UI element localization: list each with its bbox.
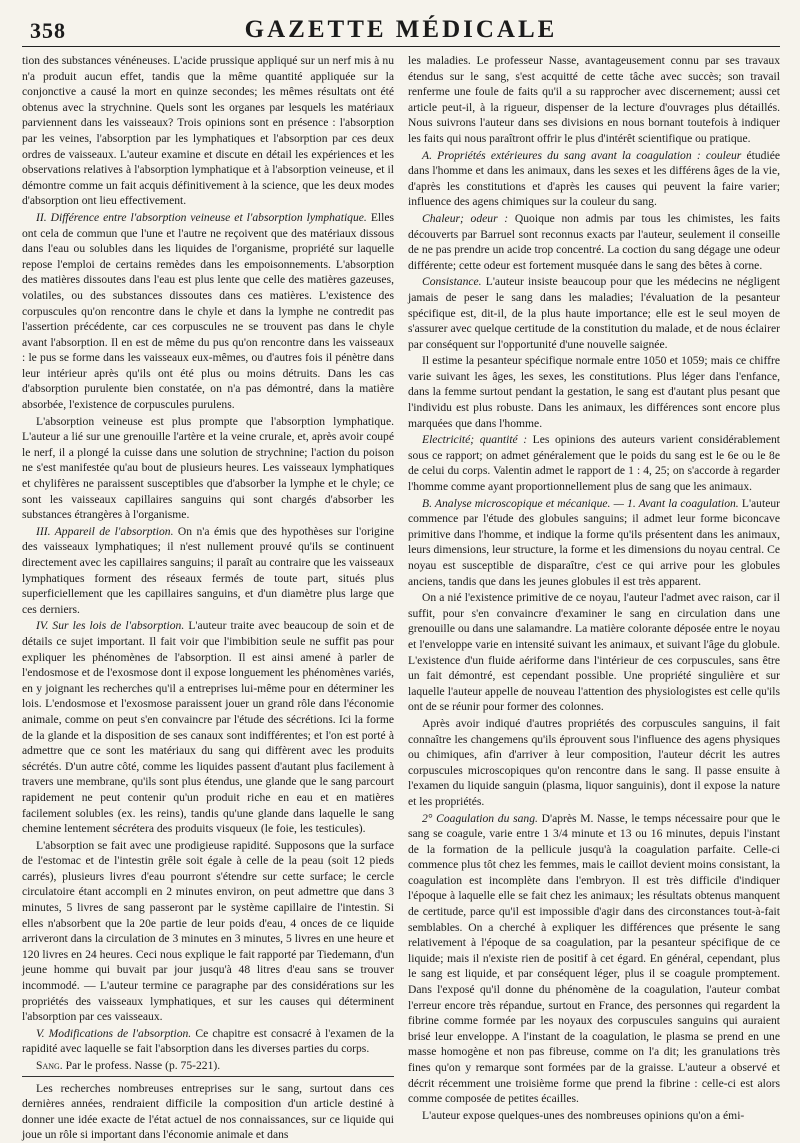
page-header (22, 14, 780, 47)
paragraph: On a nié l'existence primitive de ce noyau, l'auteur l'admet avec raison, car il suffit, pour s'en convaincre d'examiner le sang en circulation dans une grenouille ou dans une salamandre. La matière colorante déposée entre le noyau et l'enveloppe varie en intensité suivant les animaux, et suivant l'âge du globule. L'existence d'un fluide aériforme dans l'intérieur de ces corpuscules, sans être un fait démontré, est cependant possible. Une propriété singulière et sur laquelle l'auteur appelle de nouveau l'attention des physiologistes est celle qu'ils ont de se réunir pour former des colonnes. (408, 591, 780, 714)
paragraph-text: L'auteur insiste beaucoup pour que les médecins ne négligent jamais de peser le sang dans les maladies; l'évaluation de la pesanteur spécifique est, dit-il, de la plus haute importance; elle est le seul moyen de s'assurer avec quelque certitude de la constitution du malade, et de nous éclairer par conséquent sur l'opportunité d'une nouvelle saignée. (408, 275, 780, 351)
paragraph (408, 274, 780, 352)
paragraph-text: Elles ont cela de commun que l'une et l'autre ne reçoivent que des matériaux dissous dans l'eau ou solubles dans les liquides de l'organisme, propriété sur laquelle repose l'emploi de certains remèdes dans les empoisonnements. L'absorption des matières dissoutes dans l'eau est plus lente que celle des matières gazeuses, volatiles, ou des substances dissoutes dans ces matières. L'existence des corpuscules qu'on rencontre dans le chyle et dans la lymphe ne contredit pas l'assertion précédente, car ces corpuscules ne se trouvent pas dans le chyle avant l'absorption. Il en est de même du pus qu'on rencontre dans les vaisseaux : le pus se forme dans les vaisseaux eux-mêmes, ou d'autres fois il pénètre dans leur intérieur après qu'ils ont été plus ou moins détruits. Dans les cas d'absorption purulente bien constatée, on n'a pas démontré, dans la matière absorbée, l'existence de corpuscules purulens. (22, 210, 394, 412)
paragraph-text: On n'a émis que des hypothèses sur l'origine des vaisseaux lymphatiques; il n'est nullement prouvé qu'ils se continuent directement avec les capillaires sanguins; il paraît au contraire que les vaisseaux lymphatiques forment des réseaux fermés de toute part, situés plus superficiellement que les capillaires sanguins, et d'un diamètre plus large que ces derniers. (22, 524, 395, 616)
paragraph (22, 1058, 394, 1074)
paragraph: les maladies. Le professeur Nasse, avantageusement connu par ses travaux étendus sur le sang, s'est acquitté de cette tâche avec succès; son travail renferme une foule de faits qu'il a su rapprocher avec discernement; aussi cet article peut-il, à la rigueur, dispenser de la lecture d'ouvrages plus détaillés. Nous suivrons l'auteur dans ses divisions en nous bornant toutefois à indiquer les faits qui nous paraîtront offrir le plus d'intérêt scientifique ou pratique. (408, 54, 780, 145)
article-heading: Sang. (36, 1059, 63, 1072)
paragraph (22, 524, 394, 618)
paragraph (408, 148, 780, 210)
section-heading: B. Analyse microscopique et mécanique. — 1. Avant la coagulation. (422, 496, 739, 510)
divider (22, 1076, 394, 1077)
paragraph-text: Ce chapitre est consacré à l'examen de la rapidité avec laquelle se fait l'absorption dans les diverses parties du corps. (22, 1026, 394, 1056)
section-heading: II. Différence entre l'absorption veineuse et l'absorption lymphatique. (36, 210, 367, 224)
left-column (22, 53, 395, 1142)
text-columns (22, 53, 780, 1142)
paragraph: tion des substances vénéneuses. L'acide prussique appliqué sur un nerf mis à nu n'a produit aucun effet, tandis que la même quantité appliquée sur la conjonctive a causé la mort en quinze secondes; les mêmes résultats ont été obtenus avec la strychnine. Quels sont les organes par lesquels les matériaux parviennent dans les vaisseaux? Trois opinions sont en présence : l'absorption par les veines, l'absorption par les lymphatiques et l'absorption par ces deux ordres de vaisseaux. L'auteur examine et discute en détail les expériences et les observations relatives à l'absorption lymphatique et à l'absorption veineuse, et il démontre comme un fait acquis définitivement à la science, que les deux modes d'absorption ont lieu effectivement. (22, 54, 394, 208)
section-heading: A. Propriétés extérieures du sang avant la coagulation : couleur (422, 148, 742, 162)
paragraph-text: L'auteur traite avec beaucoup de soin et de détails ce sujet important. Il fait voir que l'imbibition seule ne suffit pas pour expliquer les phénomènes de l'absorption. Il est ainsi amené à parler de l'endosmose et de l'exosmose dont il expose longuement les phénomènes variés, en y joignant les recherches qu'il a entreprises lui-même pour en déterminer les lois. L'endosmose et l'exosmose paraissent jouer un grand rôle dans l'économie animale, comme on peut s'en convaincre par l'étude des sécrétions. Ici la forme de la glande et la disposition de ses canaux sont indifférentes; et l'on est porté à admettre que ce sont les matériaux du sang qui diffèrent avec les produits sécrétés. D'un autre côté, comme les liquides passent d'autant plus facilement à travers une membrane, qu'ils sont plus étendus, une glande que le sang parcourt rapidement ne peut contenir qu'un produit riche en eau et en matières facilement solubles (ex. les reins), tandis qu'une glande dans laquelle le sang chemine lentement sécrétera des produits visqueux (le foie, les testicules). (22, 619, 394, 836)
paragraph-text: Quoique non admis par tous les chimistes, les faits découverts par Barruel sont reconnus exacts par l'auteur, seulement il conseille de ne pas prendre un acide trop concentré. La coction du sang dégage une odeur différente; cette odeur est fortement musquée dans le sang des bêtes à corne. (408, 211, 780, 272)
paragraph (22, 1026, 394, 1057)
section-heading: Chaleur; odeur : (422, 211, 509, 225)
section-heading: Electricité; quantité : (422, 433, 528, 447)
paragraph: Il estime la pesanteur spécifique normale entre 1050 et 1059; mais ce chiffre varie suivant les âges, les sexes, les constitutions. Plus léger dans l'enfance, dans la femme surtout pendant la gestation, le sang est d'autant plus pesant que l'individu est plus robuste. Dans les animaux, les différences sont encore plus marquées que dans l'homme. (408, 354, 780, 430)
paragraph: L'absorption veineuse est plus prompte que l'absorption lymphatique. L'auteur a lié sur une grenouille l'artère et la veine crurale, et, après avoir coupé le nerf, il a plongé la cuisse dans une solution de strychnine; l'action du poison ne s'est manifestée qu'au bout de plusieurs heures. Les vaisseaux lymphatiques et chylifères ne paraissent susceptibles que d'absorber la lymphe et le chyle; ce sont les vaisseaux capillaires sanguins qui sont chargés d'absorber les substances étrangères à l'organisme. (22, 414, 394, 522)
paragraph (408, 432, 780, 494)
paragraph-text: L'auteur commence par l'étude des globules sanguins; il admet leur forme biconcave primitive dans l'homme, et indique la forme qu'ils présentent dans les animaux, leurs dimensions, leur structure, la forme et les dimensions du noyau central. Ce noyau est susceptible de disparaître, c'est ce qui arrive pour les globules anciens, tandis que dans les jeunes globules il est très apparent. (408, 496, 780, 588)
paragraph (22, 210, 394, 413)
paragraph (408, 496, 780, 590)
paragraph (22, 618, 394, 836)
paragraph-text: Les opinions des auteurs varient considérablement sous ce rapport; on admet généralement que le poids du sang est le 6e ou le 8e de celui du corps. Valentin admet le rapport de 1 : 4, 25; on s'accorde à regarder l'homme comme ayant proportionnellement plus de sang que les animaux. (408, 433, 780, 494)
paragraph (408, 811, 780, 1107)
paragraph: Les recherches nombreuses entreprises sur le sang, surtout dans ces dernières années, rendraient difficile la composition d'un article destiné à donner une idée exacte de l'état actuel de nos connaissances, sur ce liquide qui joue un rôle si important dans l'économie animale et dans (22, 1081, 394, 1142)
section-heading: IV. Sur les lois de l'absorption. (36, 619, 185, 633)
paragraph: Après avoir indiqué d'autres propriétés des corpuscules sanguins, il fait connaître les changemens qu'ils éprouvent sous l'influence des agens physiques ou chimiques, afin d'arriver à leur composition, l'auteur décrit les autres corpuscules microscopiques qu'on rencontre dans le sang. Il passe ensuite à l'examen du liquide sanguin (plasma, liquor sanguinis), dont il expose la nature et les propriétés. (408, 716, 780, 808)
article-byline: Par le profess. Nasse (p. 75-221). (65, 1059, 221, 1072)
paragraph: L'absorption se fait avec une prodigieuse rapidité. Supposons que la surface de l'estomac et de l'intestin grêle soit égale à celle de la peau (soit 12 pieds carrés), plusieurs livres d'eau pourront s'étendre sur cette surface; le cercle circulatoire étant accompli en 2 minutes environ, on peut admettre que dans 3 minutes, 5 livres de sang passeront par le système capillaire de l'intestin. Si elles n'absorbent que la 20e partie de leur poids d'eau, 4 onces de ce liquide arriveront dans la circulation de 3 minutes en 3 minutes, 5 livres en une heure et 120 livres en 24 heures. Ceci nous explique le fait rapporté par Tiedemann, d'un jeune homme qui buvait par jour jusqu'à 48 litres d'eau sans se trouver incommodé. — L'auteur termine ce paragraphe par des considérations sur les propriétés des vaisseaux lymphatiques, et sur les causes qui déterminent l'absorption par ces vaisseaux. (22, 838, 394, 1024)
section-heading: V. Modifications de l'absorption. (36, 1026, 192, 1040)
paragraph: L'auteur expose quelques-unes des nombreuses opinions qu'on a émi- (422, 1108, 745, 1122)
section-heading: 2° Coagulation du sang. (422, 811, 538, 825)
paragraph (408, 211, 780, 273)
page-number: 358 (30, 18, 66, 43)
paragraph-text: étudiée dans l'homme et dans les animaux, dans les sexes et les différens âges de la vie, d'après les constitutions et d'après les causes qui peuvent la faire varier; influence des agens chimiques sur la couleur du sang. (408, 148, 780, 209)
section-heading: Consistance. (422, 275, 482, 289)
publication-title: GAZETTE MÉDICALE (244, 16, 558, 43)
right-column (408, 53, 780, 1122)
section-heading: III. Appareil de l'absorption. (36, 524, 174, 538)
paragraph-text: D'après M. Nasse, le temps nécessaire pour que le sang se coagule, varie entre 1 3/4 minute et 13 ou 16 minutes, depuis l'instant de la formation de la pellicule jusqu'à la coagulation parfaite. Celle-ci commence plus tôt chez les femmes, mais le caillot devient moins consistant, la coagulation est incomplète dans l'embryon. Il est très difficile d'indiquer l'époque à laquelle elle se fait chez les animaux; les résultats obtenus manquent de certitude, parce qu'il est impossible d'agir dans des circonstances tout-à-fait semblables. On a cherché à expliquer les différences que présente le sang relativement à l'époque de sa coagulation, par la pesanteur spécifique de ce liquide; mais il n'existe rien de positif à cet égard. En général, cependant, plus le sang est liquide, et par conséquent léger, plus il se coagule promptement. Dans l'exposé qu'il donne du phénomène de la coagulation, l'auteur combat l'erreur encore très répandue, surtout en France, des personnes qui regardent la fibrine comme formée par les noyaux des corpuscules sanguins qui auraient brisé leur enveloppe. A l'instant de la coagulation, le plasma se prend en une masse homogène et non pas fibreuse, comme on l'a dit; les granulations très fines qu'on y remarque sont formées par de la graisse. L'auteur a observé et décrit récemment une troisième forme que prend la fibrine : celle-ci est alors comme composée de petites écailles. (408, 811, 780, 1106)
